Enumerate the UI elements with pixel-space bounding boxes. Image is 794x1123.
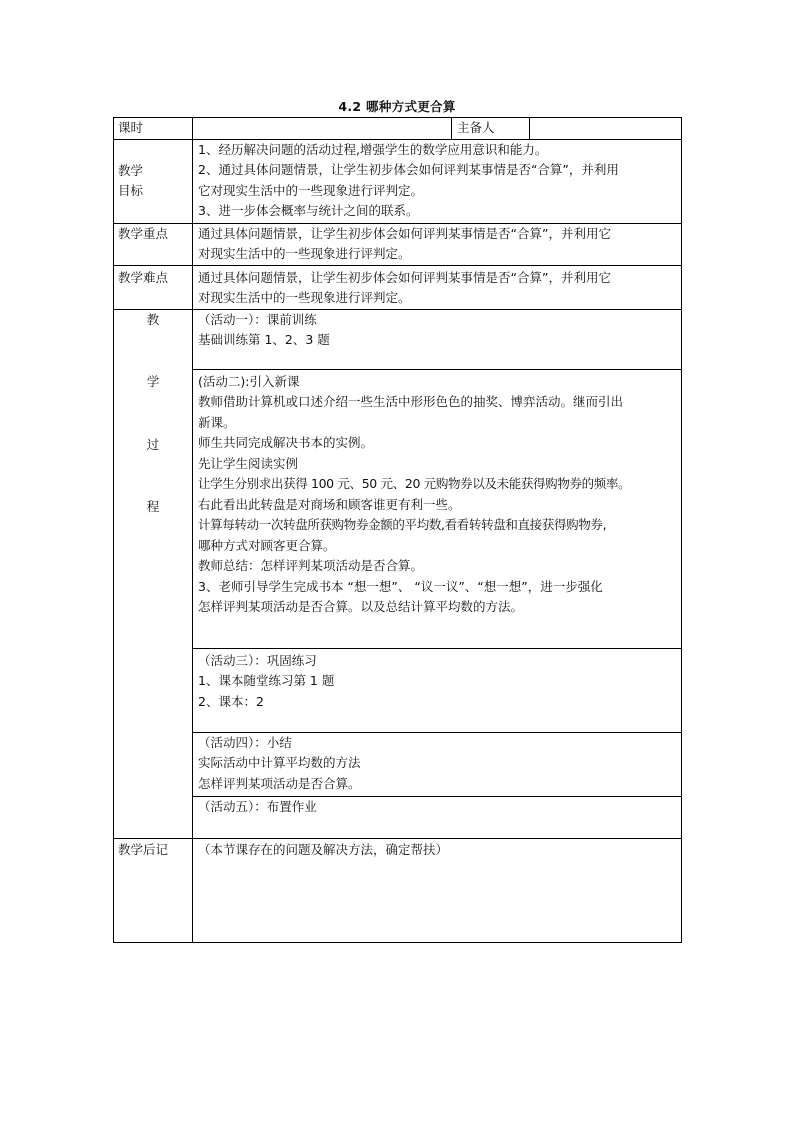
activity2-line: 让学生分别求出获得 100 元、50 元、20 元购物券以及未能获得购物券的频率。	[198, 476, 631, 491]
process-label-char: 教	[146, 311, 160, 327]
header-row	[114, 118, 682, 140]
activity5-row	[114, 796, 682, 838]
activity4-content	[193, 732, 682, 796]
activity2-line: 教师借助计算机或口述介绍一些生活中形形色色的抽奖、博弈活动。继而引出	[198, 394, 624, 409]
key-points-label: 教学重点	[114, 223, 193, 265]
activity1-line: 基础训练第 1、2、3 题	[198, 332, 330, 347]
difficulties-row	[114, 265, 682, 309]
key-points-line: 对现实生活中的一些现象进行评判定。	[198, 246, 411, 261]
activity3-line: 2、课本：2	[198, 693, 264, 709]
activity2-line: 哪种方式对顾客更合算。	[198, 537, 336, 553]
activity5-content	[193, 796, 682, 838]
difficulties-line: 通过具体问题情景，让学生初步体会如何评判某事情是否“合算”，并利用它	[198, 269, 611, 285]
process-label-char: 程	[146, 499, 160, 514]
activity3-row	[114, 648, 682, 732]
activity2-line: 教师总结：怎样评判某项活动是否合算。	[198, 558, 424, 573]
preparer-label: 主备人	[452, 118, 530, 140]
activity4-line: 怎样评判某项活动是否合算。	[198, 775, 361, 791]
activity4-row	[114, 732, 682, 796]
reflection-row	[114, 838, 682, 942]
key-points-content	[193, 223, 682, 265]
process-label-char: 过	[146, 436, 160, 452]
activity1-row	[114, 309, 682, 369]
activity2-line: 师生共同完成解决书本的实例。	[198, 435, 374, 450]
difficulties-content	[193, 265, 682, 309]
activity2-line: 计算每转动一次转盘所获购物券金额的平均数,看看转转盘和直接获得购物券,	[198, 517, 607, 532]
activity2-line: 怎样评判某项活动是否合算。以及总结计算平均数的方法。	[198, 599, 524, 614]
activity2-line: 右此看出此转盘是对商场和顾客谁更有利一些。	[198, 496, 461, 512]
activity4-line: 实际活动中计算平均数的方法	[198, 755, 361, 770]
objectives-label	[114, 139, 193, 223]
lesson-plan-table	[113, 117, 682, 943]
activity2-row	[114, 369, 682, 648]
objective-line: 3、进一步体会概率与统计之间的联系。	[198, 203, 419, 218]
difficulties-line: 对现实生活中的一些现象进行评判定。	[198, 290, 411, 305]
objective-line: 1、经历解决问题的活动过程,增强学生的数学应用意识和能力。	[198, 141, 548, 157]
objectives-row	[114, 139, 682, 223]
activity2-line: 新课。	[198, 414, 236, 430]
difficulties-label: 教学难点	[114, 265, 193, 309]
key-points-line: 通过具体问题情景，让学生初步体会如何评判某事情是否“合算”，并利用它	[198, 225, 611, 241]
activity1-line: （活动一）：课前训练	[198, 311, 317, 327]
objectives-content	[193, 139, 682, 223]
activity2-line: 先让学生阅读实例	[198, 455, 299, 471]
page-title: 4.2 哪种方式更合算	[338, 99, 456, 114]
objective-line: 它对现实生活中的一些现象进行评判定。	[198, 182, 424, 198]
objectives-label-line1: 教学	[118, 162, 144, 178]
activity2-content	[193, 369, 682, 648]
objectives-label-line2: 目标	[118, 183, 144, 198]
activity1-content	[193, 309, 682, 369]
activity3-line: 1、课本随堂练习第 1 题	[198, 673, 335, 688]
reflection-label: 教学后记	[114, 838, 193, 942]
activity5-line: （活动五）：布置作业	[198, 798, 317, 814]
key-points-row	[114, 223, 682, 265]
activity2-line: (活动二):引入新课	[198, 373, 300, 389]
process-label-char: 学	[146, 374, 160, 389]
objective-line: 2、通过具体问题情景，让学生初步体会如何评判某事情是否“合算”，并利用	[198, 162, 619, 177]
activity4-line: （活动四）：小结	[198, 734, 292, 750]
activity2-line: 3、老师引导学生完成书本 “想一想”、 “议一议”、“想一想”，进一步强化	[198, 578, 603, 594]
preparer-value	[530, 118, 682, 140]
process-label	[114, 309, 193, 838]
lesson-period-value	[193, 118, 452, 140]
activity3-line: （活动三）：巩固练习	[198, 652, 317, 668]
lesson-period-label: 课时	[114, 118, 193, 140]
reflection-content: （本节课存在的问题及解决方法，确定帮扶）	[193, 838, 682, 942]
activity3-content	[193, 648, 682, 732]
